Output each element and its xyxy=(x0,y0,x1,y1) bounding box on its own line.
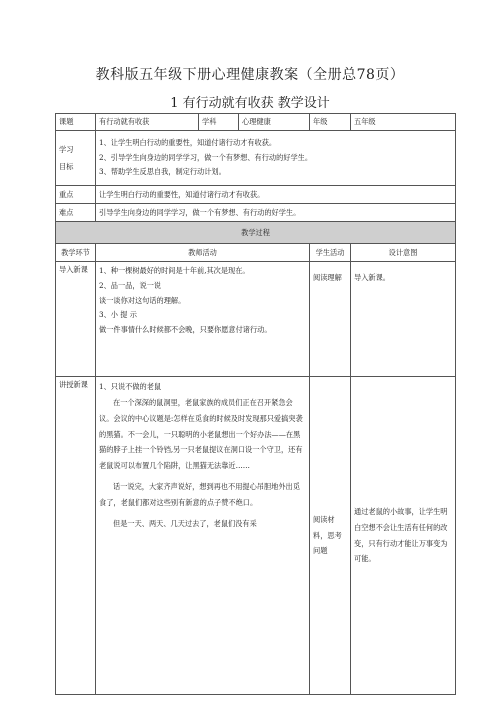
key-point-text: 让学生明白行动的重要性，知道付诸行动才有收获。 xyxy=(96,186,456,204)
topic-value: 有行动就有收获 xyxy=(96,114,199,131)
header-intent: 设计意图 xyxy=(351,244,456,262)
difficulty-row xyxy=(56,204,456,222)
lecture-story-title: 1、只说不做的老鼠 xyxy=(99,382,162,391)
process-header-row xyxy=(56,244,456,262)
lecture-intent: 通过老鼠的小故事，让学生明白空想不会让生活有任何的改变，只有行动才能让万事变为可能。 xyxy=(351,377,456,695)
lecture-stage: 讲授新课 xyxy=(56,377,96,695)
objectives-list xyxy=(96,131,456,186)
objective-item: 1、让学生明白行动的重要性，知道付诸行动才有收获。 xyxy=(99,137,277,147)
intro-line: 做一件事情什么时候都不会晚，只要你愿意付诸行动。 xyxy=(99,325,272,335)
objective-item: 2、引导学生向身边的同学学习，做一个有梦想、有行动的好学生。 xyxy=(99,152,313,162)
intro-row xyxy=(56,262,456,377)
process-title: 教学过程 xyxy=(56,222,456,244)
topic-label: 课题 xyxy=(56,114,96,131)
intro-stage: 导入新课 xyxy=(56,262,96,377)
grade-label: 年级 xyxy=(310,114,351,131)
header-teacher: 教师活动 xyxy=(96,244,310,262)
intro-line: 2、品一品，说一说 xyxy=(99,280,162,290)
grade-value: 五年级 xyxy=(351,114,456,131)
document-subtitle: 1 有行动就有收获 教学设计 xyxy=(170,96,330,111)
lecture-student-activity: 阅读材料，思考问题 xyxy=(310,377,351,695)
intro-line: 1、种一棵树最好的时间是十年前,其次是现在。 xyxy=(99,266,250,275)
difficulty-text: 引导学生向身边的同学学习，做一个有梦想、有行动的好学生。 xyxy=(96,204,456,222)
intro-line: 谈一谈你对这句话的理解。 xyxy=(99,295,186,305)
subject-value: 心理健康 xyxy=(239,114,310,131)
intro-teacher-activity xyxy=(96,262,310,377)
document-title: 教科版五年级下册心理健康教案（全册总78页） xyxy=(95,67,405,83)
intro-intent: 导入新课。 xyxy=(351,262,456,377)
objectives-label: 学习 目标 xyxy=(56,131,96,186)
header-stage: 教学环节 xyxy=(56,244,96,262)
lecture-teacher-activity xyxy=(96,377,310,695)
lecture-paragraph: 但是一天、两天、几天过去了，老鼠们没有采 xyxy=(113,518,257,528)
key-point-row xyxy=(56,186,456,204)
lecture-paragraph: 在一个深深的鼠洞里，老鼠家族的成员们正在召开紧急会议。会议的中心议题是:怎样在觅食的时候及时发现那只爱搞突袭的黑猫。不一会儿，一只聪明的小老鼠想出一个好办法——在黑猫的脖子上挂一个铃铛,另一只老鼠提议在洞口设一个守卫，还有老鼠说可以布置几个陷阱，让黑猫无法靠近…… xyxy=(99,397,303,471)
key-point-label: 重点 xyxy=(56,186,96,204)
info-row xyxy=(56,114,456,131)
objectives-row xyxy=(56,131,456,186)
objective-item: 3、帮助学生反思自我，制定行动计划。 xyxy=(99,167,226,177)
process-title-row xyxy=(56,222,456,244)
lecture-paragraph: 话一说完，大家齐声说好，想到再也不用提心吊胆地外出觅食了，老鼠们都对这些别有新意的点子赞不绝口。 xyxy=(99,482,300,507)
subject-label: 学科 xyxy=(199,114,239,131)
lesson-plan-table xyxy=(55,113,456,695)
difficulty-label: 难点 xyxy=(56,204,96,222)
intro-line: 3、小 提 示 xyxy=(99,310,137,320)
header-student: 学生活动 xyxy=(310,244,351,262)
intro-student-activity: 阅读理解 xyxy=(310,262,351,377)
lecture-row xyxy=(56,377,456,695)
